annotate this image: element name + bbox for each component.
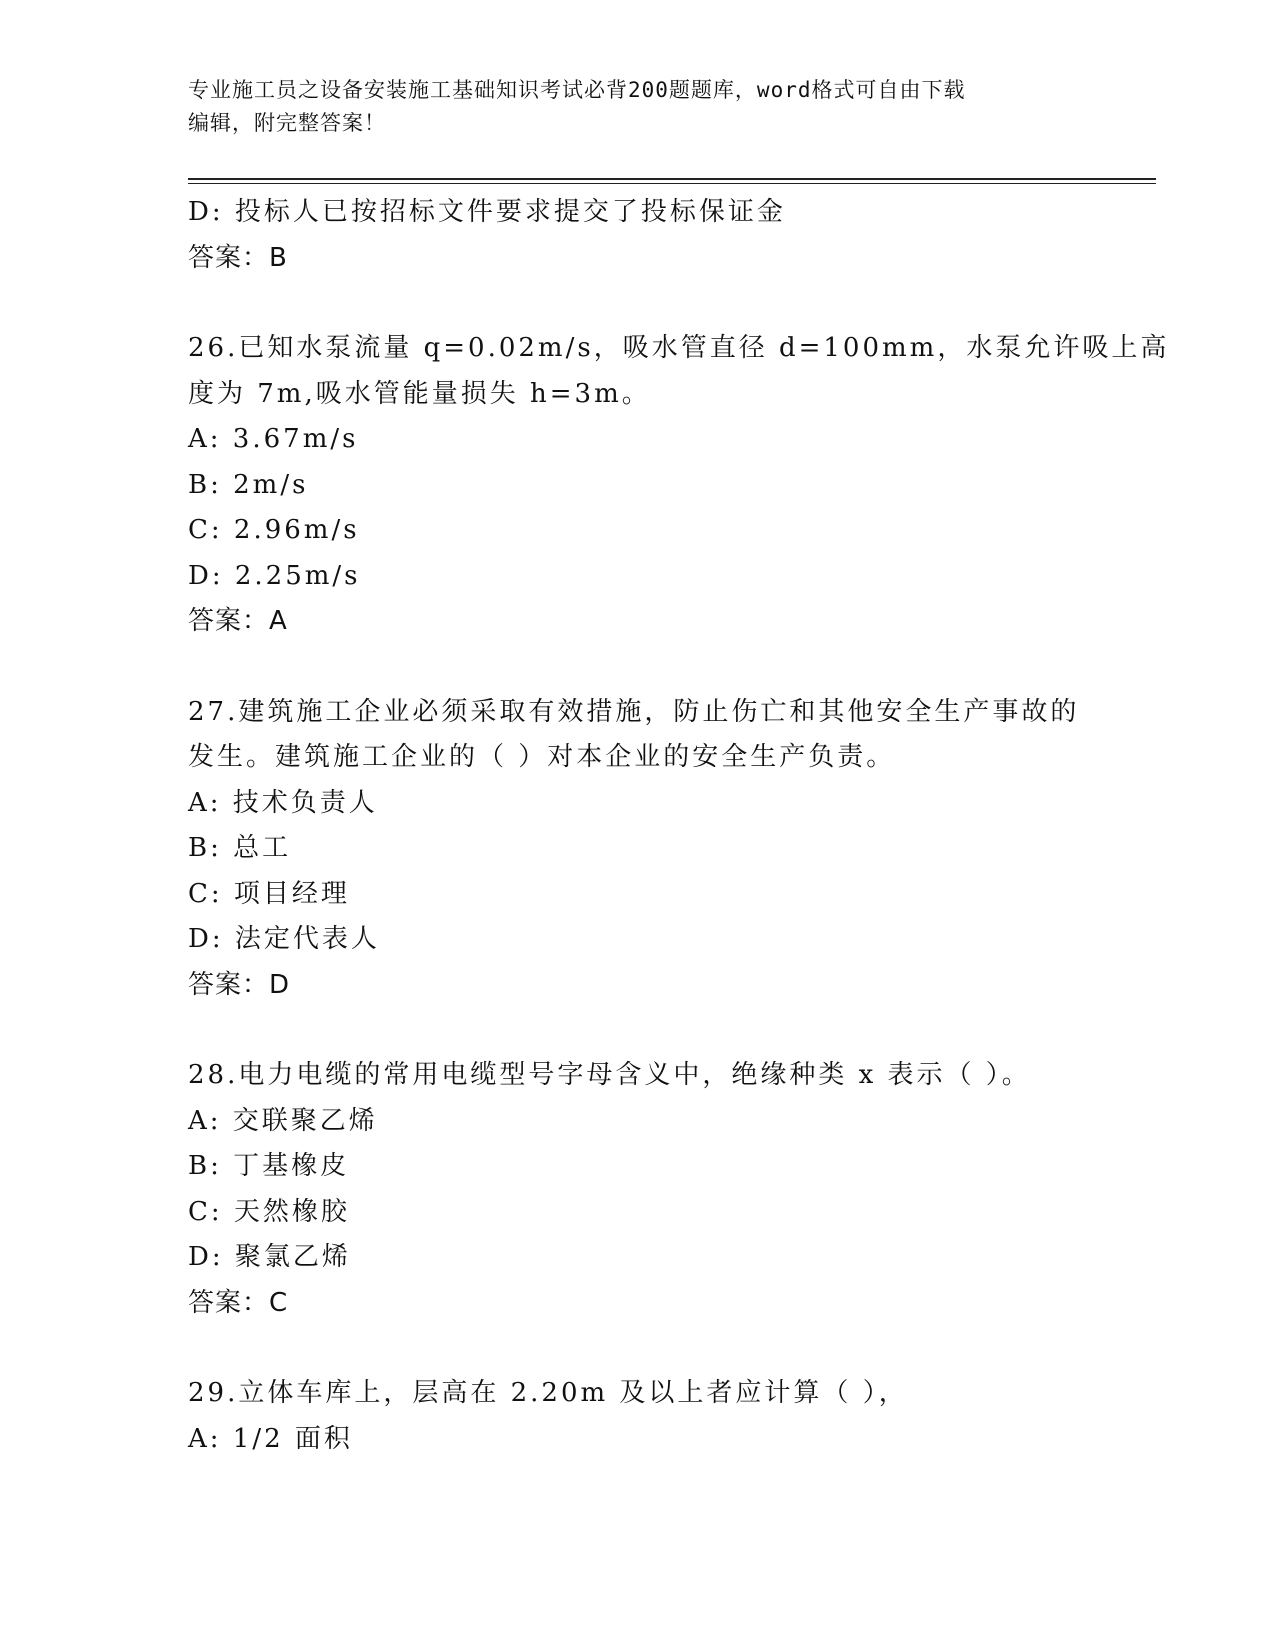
question-26: [188, 326, 1170, 645]
header-title-line1: 专业施工员之设备安装施工基础知识考试必背200题题库，word格式可自由下载: [188, 78, 966, 102]
option-a: A: 3.67m/s: [188, 424, 359, 454]
answer: 答案：A: [188, 606, 288, 636]
answer: 答案：D: [188, 969, 291, 1000]
spacer: [188, 1326, 1088, 1371]
option-c: C: 2.96m/s: [188, 515, 360, 545]
option-b: B: 2m/s: [188, 469, 309, 500]
option-a: A: 交联聚乙烯: [188, 1105, 378, 1136]
header-title-line2: 编辑，附完整答案！: [188, 111, 386, 135]
option-d: D: 投标人已按招标文件要求提交了投标保证金: [188, 197, 786, 227]
header-rule-thick: [188, 178, 1156, 180]
question-text-line2: 发生。建筑施工企业的（ ）对本企业的安全生产负责。: [188, 742, 896, 772]
option-b: B: 丁基橡皮: [188, 1151, 350, 1181]
header-rule-thin: [188, 183, 1156, 184]
spacer: [188, 645, 1088, 690]
option-d: D: 聚氯乙烯: [188, 1242, 351, 1272]
question-prev: [188, 190, 1088, 281]
answer: 答案：C: [188, 1287, 289, 1318]
answer: 答案：B: [188, 242, 288, 273]
question-text-line2: 度为 7m,吸水管能量损失 h=3m。: [188, 378, 651, 409]
document-header: [188, 74, 1088, 140]
option-a: A: 技术负责人: [188, 787, 378, 818]
spacer: [188, 1008, 1088, 1053]
option-a: A: 1/2 面积: [188, 1423, 353, 1454]
option-b: B: 总工: [188, 833, 292, 863]
question-28: [188, 1053, 1088, 1326]
question-text-line1: 29.立体车库上，层高在 2.20m 及以上者应计算（ ），: [188, 1378, 908, 1408]
option-c: C: 项目经理: [188, 878, 350, 909]
option-d: D: 法定代表人: [188, 924, 380, 954]
question-29: [188, 1371, 1088, 1462]
question-text-line1: 27.建筑施工企业必须采取有效措施，防止伤亡和其他安全生产事故的: [188, 696, 1080, 727]
question-text-line1: 26.已知水泵流量 q=0.02m/s，吸水管直径 d=100mm，水泵允许吸上高: [188, 333, 1170, 363]
question-list: [188, 190, 1170, 1462]
option-c: C: 天然橡胶: [188, 1196, 350, 1227]
spacer: [188, 281, 1088, 326]
question-27: [188, 690, 1088, 1009]
option-d: D: 2.25m/s: [188, 560, 361, 591]
question-text-line1: 28.电力电缆的常用电缆型号字母含义中，绝缘种类 x 表示（ ）。: [188, 1060, 1031, 1090]
